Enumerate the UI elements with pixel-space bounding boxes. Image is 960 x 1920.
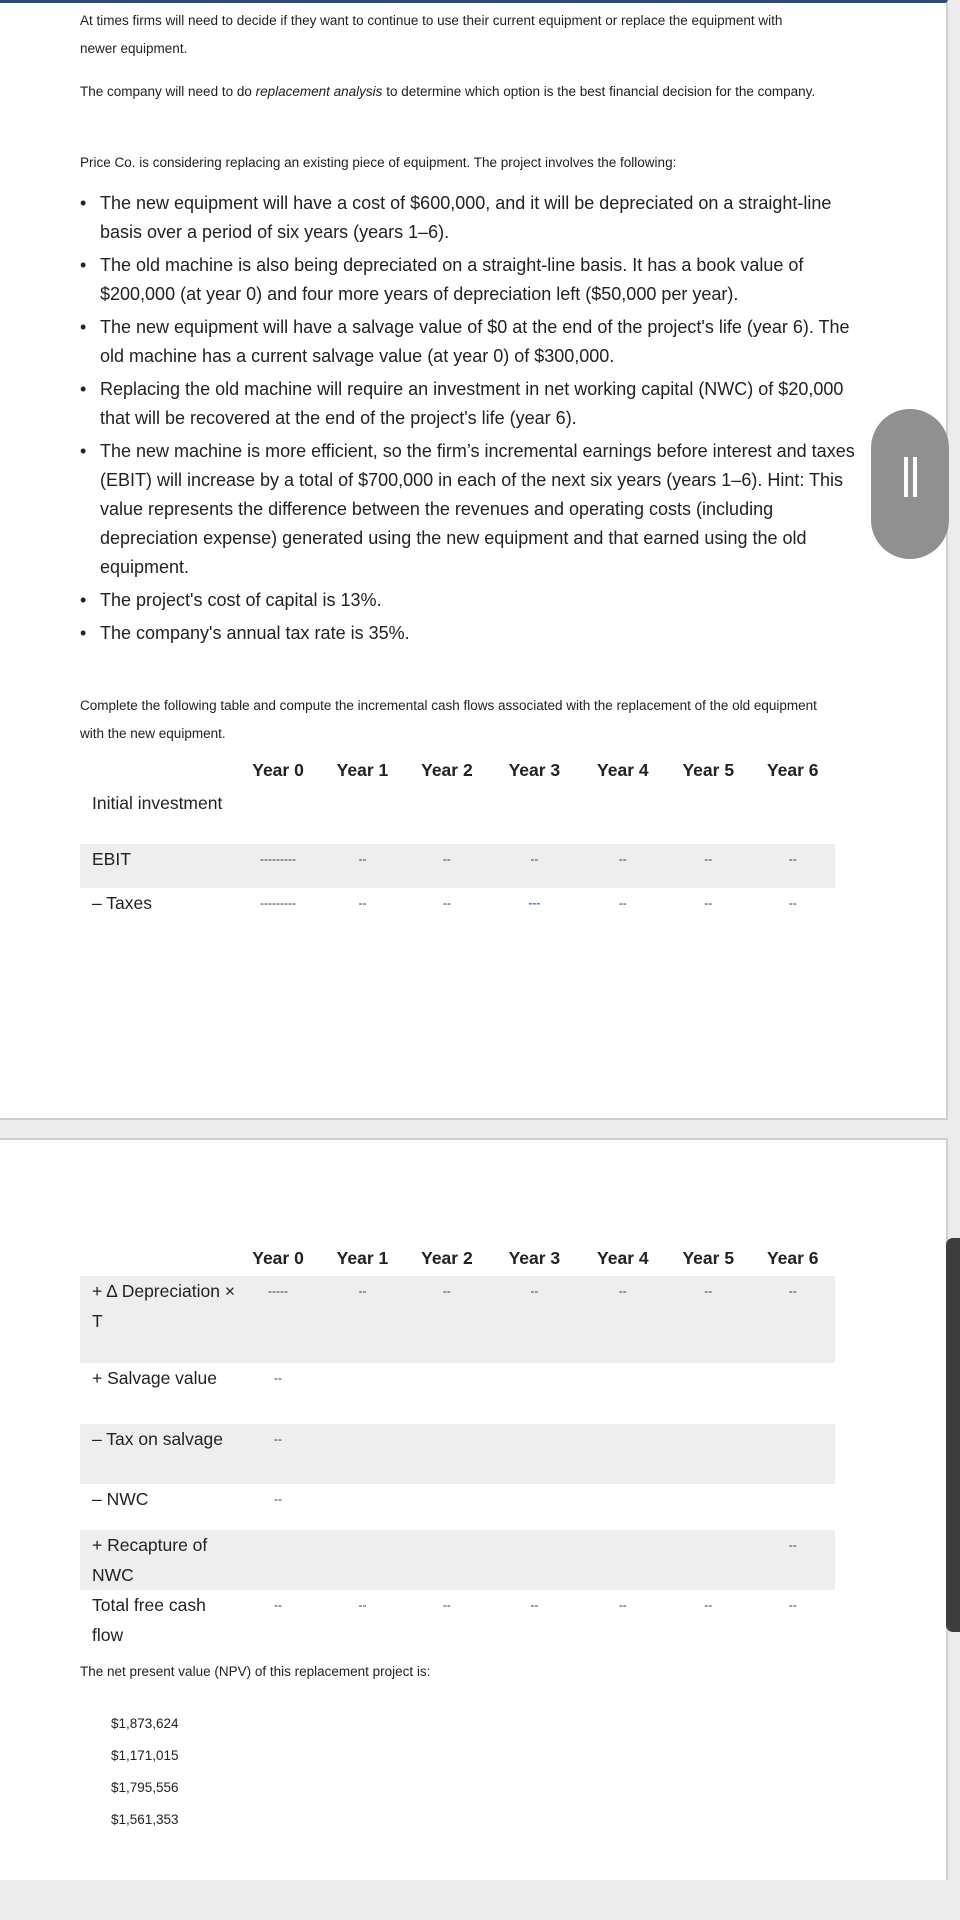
cash-flow-table-1 xyxy=(80,752,835,932)
input-dropdown[interactable]: -- xyxy=(788,852,797,866)
header-blank xyxy=(80,1240,236,1276)
header-year: Year 5 xyxy=(682,759,735,780)
input-dropdown-active[interactable]: --- xyxy=(528,896,541,910)
input-dropdown[interactable]: -- xyxy=(704,852,713,866)
input-dropdown[interactable]: -- xyxy=(530,852,539,866)
replacement-analysis-term: replacement analysis xyxy=(255,84,383,99)
bullet-item: • The project's cost of capital is 13%. xyxy=(100,586,860,615)
row-label: – NWC xyxy=(92,1489,149,1509)
header-year: Year 5 xyxy=(682,1247,735,1268)
input-dropdown[interactable]: -- xyxy=(274,1371,283,1385)
header-year: Year 3 xyxy=(508,759,561,780)
bullet-item: • The new machine is more efficient, so the firm’s incremental earnings before interest and taxes (EBIT) will increase by a total of $700,000 in each of the next six years (years 1–6). Hint: This value represents the difference between the revenues and operating costs (including depreciation expense) generated using the new equipment and that earned using the old equipment. xyxy=(100,437,860,582)
input-dropdown[interactable]: -- xyxy=(442,852,451,866)
intro-paragraph-2: The company will need to do replacement analysis to determine which option is the best financial decision for the company. xyxy=(80,84,816,99)
input-dropdown[interactable]: -- xyxy=(788,1538,797,1552)
npv-option[interactable]: $1,873,624 xyxy=(111,1716,179,1731)
bullet-item: • The company's annual tax rate is 35%. xyxy=(100,619,860,648)
row-depreciation-tax xyxy=(80,1276,835,1363)
table-header-row xyxy=(80,752,835,788)
input-dropdown[interactable]: -- xyxy=(704,1284,713,1298)
intro-paragraph-1: At times firms will need to decide if they want to continue to use their current equipment or replace the equipment with newer equipment. xyxy=(80,13,783,56)
header-year: Year 4 xyxy=(597,1247,649,1268)
header-year: Year 0 xyxy=(252,1247,304,1268)
scrollbar[interactable] xyxy=(946,1238,960,1632)
input-dropdown[interactable]: -- xyxy=(530,1598,539,1612)
project-details-list xyxy=(80,189,860,652)
row-label: Total free cash flow xyxy=(92,1595,206,1645)
header-year: Year 0 xyxy=(252,759,304,780)
row-ebit xyxy=(80,844,835,888)
input-dropdown[interactable]: --------- xyxy=(260,896,297,910)
row-taxes xyxy=(80,888,835,932)
header-blank xyxy=(80,752,236,788)
input-dropdown[interactable]: -- xyxy=(704,1598,713,1612)
row-label: EBIT xyxy=(80,844,236,888)
row-label: + Recapture of NWC xyxy=(80,1530,236,1590)
input-dropdown[interactable]: -- xyxy=(704,896,713,910)
npv-question: The net present value (NPV) of this replacement project is: xyxy=(80,1664,431,1679)
input-dropdown[interactable]: --------- xyxy=(260,852,297,866)
header-year: Year 6 xyxy=(766,1247,819,1268)
grip-icon xyxy=(904,457,908,497)
cash-flow-table-2 xyxy=(80,1240,835,1650)
npv-option[interactable]: $1,561,353 xyxy=(111,1812,179,1827)
row-salvage-value xyxy=(80,1363,835,1424)
answer-panel xyxy=(0,1138,948,1880)
bullet-item: • The old machine is also being depreciated on a straight-line basis. It has a book value of $200,000 (at year 0) and four more years of depreciation left ($50,000 per year). xyxy=(100,251,860,309)
table-instruction: Complete the following table and compute the incremental cash flows associated with the replacement of the old equipment with the new equipment. xyxy=(80,698,817,741)
header-year: Year 3 xyxy=(508,1247,561,1268)
input-dropdown[interactable]: -- xyxy=(358,852,367,866)
row-total-free-cash-flow xyxy=(80,1590,835,1650)
input-dropdown[interactable]: -- xyxy=(618,852,627,866)
input-dropdown[interactable]: -- xyxy=(442,1598,451,1612)
input-dropdown[interactable]: ----- xyxy=(268,1284,289,1298)
intro-paragraph-3: Price Co. is considering replacing an existing piece of equipment. The project involves the following: xyxy=(80,155,677,170)
input-dropdown[interactable]: -- xyxy=(618,1598,627,1612)
grip-icon xyxy=(913,457,917,497)
input-dropdown[interactable]: -- xyxy=(274,1598,283,1612)
drag-handle[interactable] xyxy=(871,409,949,559)
bullet-item: • The new equipment will have a salvage value of $0 at the end of the project's life (year 6). The old machine has a current salvage value (at year 0) of $300,000. xyxy=(100,313,860,371)
table-header-row xyxy=(80,1240,835,1276)
input-dropdown[interactable]: -- xyxy=(788,896,797,910)
row-label: Initial investment xyxy=(92,793,223,813)
input-dropdown[interactable]: -- xyxy=(618,1284,627,1298)
header-year: Year 1 xyxy=(336,759,389,780)
header-year: Year 1 xyxy=(336,1247,389,1268)
row-label: – Taxes xyxy=(92,893,152,913)
row-label: + Δ Depreciation × T xyxy=(80,1276,236,1363)
input-dropdown[interactable]: -- xyxy=(358,1598,367,1612)
input-dropdown[interactable]: -- xyxy=(788,1598,797,1612)
npv-option[interactable]: $1,171,015 xyxy=(111,1748,179,1763)
header-year: Year 4 xyxy=(597,759,649,780)
row-label: – Tax on salvage xyxy=(80,1424,236,1484)
input-dropdown[interactable]: -- xyxy=(442,896,451,910)
input-dropdown[interactable]: -- xyxy=(358,1284,367,1298)
input-dropdown[interactable]: -- xyxy=(442,1284,451,1298)
npv-option[interactable]: $1,795,556 xyxy=(111,1780,179,1795)
row-tax-on-salvage xyxy=(80,1424,835,1484)
input-dropdown[interactable]: -- xyxy=(274,1432,283,1446)
header-year: Year 6 xyxy=(766,759,819,780)
bullet-item: • Replacing the old machine will require an investment in net working capital (NWC) of $20,000 that will be recovered at the end of the project's life (year 6). xyxy=(100,375,860,433)
row-label: + Salvage value xyxy=(92,1368,218,1388)
input-dropdown[interactable]: -- xyxy=(788,1284,797,1298)
row-initial-investment xyxy=(80,788,835,844)
header-year: Year 2 xyxy=(421,759,473,780)
input-dropdown[interactable]: -- xyxy=(358,896,367,910)
input-dropdown[interactable]: -- xyxy=(274,1492,283,1506)
input-dropdown[interactable]: -- xyxy=(530,1284,539,1298)
row-recapture-nwc xyxy=(80,1530,835,1590)
header-year: Year 2 xyxy=(421,1247,473,1268)
bullet-item: • The new equipment will have a cost of $600,000, and it will be depreciated on a straight-line basis over a period of six years (years 1–6). xyxy=(100,189,860,247)
input-dropdown[interactable]: -- xyxy=(618,896,627,910)
row-nwc xyxy=(80,1484,835,1530)
